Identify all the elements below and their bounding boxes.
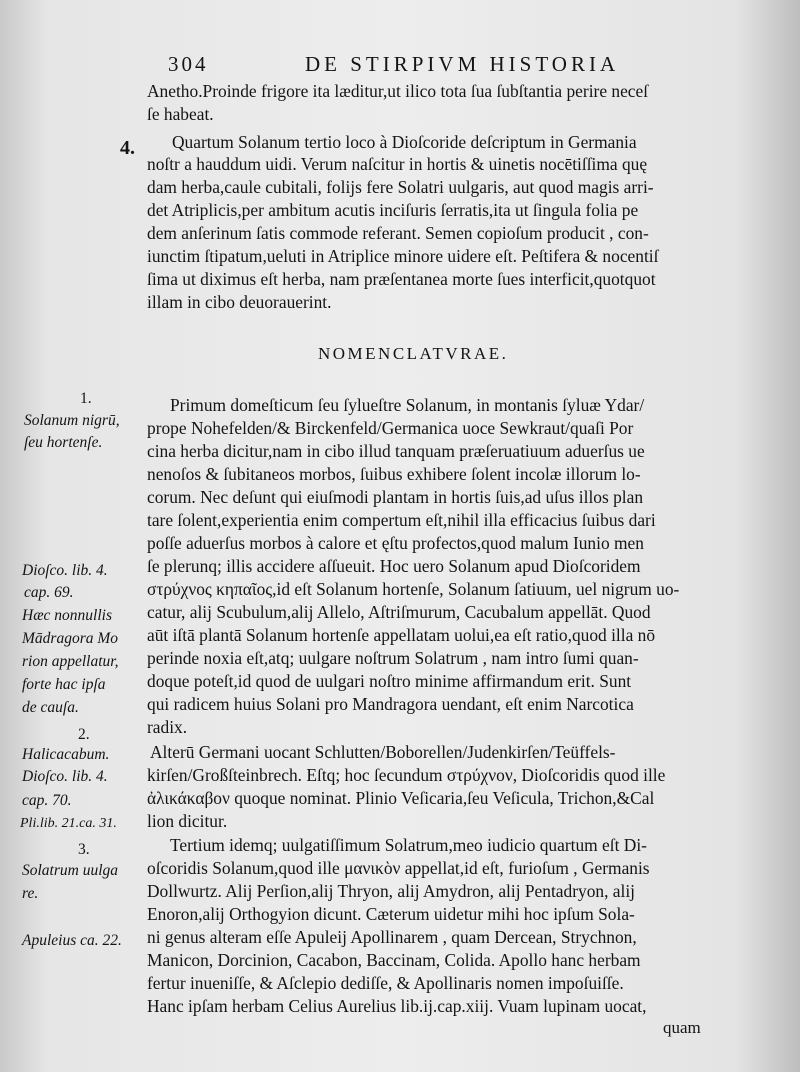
margin-note: forte hac ipſa — [22, 676, 106, 693]
margin-note-number: 2. — [78, 726, 90, 743]
text-line: ſe habeat. — [147, 104, 214, 124]
margin-note: cap. 70. — [22, 792, 72, 809]
text-line: cina herba dicitur,nam in cibo illud tanquam præſeruatiuum aduerſus ue — [147, 441, 645, 461]
text-line: ſe plerunq; illis accidere aſſueuit. Hoc uero Solanum apud Dioſcoridem — [147, 556, 641, 576]
text-line: qui radicem huius Solani pro Mandragora uendant, eſt enim Narcotica — [147, 694, 634, 714]
text-line: lion dicitur. — [147, 811, 228, 831]
margin-note: Halicacabum. — [22, 746, 110, 763]
text-line: στρύχνος κηπαῖος,id eſt Solanum hortenſe, Solanum ſatiuum, uel nigrum uo- — [147, 579, 680, 599]
running-title: DE STIRPIVM HISTORIA — [305, 52, 620, 76]
text-line: catur, alij Scubulum,alij Allelo, Aſtriſmurum, Cacubalum appellāt. Quod — [147, 602, 651, 622]
margin-note-number: 3. — [78, 841, 90, 858]
text-line: Dollwurtz. Alij Perſion,alij Thryon, alij Amydron, alij Pentadryon, alij — [147, 881, 636, 901]
margin-note: de cauſa. — [22, 699, 79, 716]
text-line: noſtr a hauddum uidi. Verum naſcitur in hortis & uinetis nocētiſſima quę — [147, 154, 648, 174]
catchword: quam — [663, 1018, 701, 1037]
margin-note: Solatrum uulga — [22, 862, 119, 879]
text-line: det Atriplicis,per ambitum acutis inciſuris ſerratis,ita ut ſingula folia pe — [147, 200, 639, 220]
page-number: 304 — [168, 52, 209, 76]
margin-note: Dioſco. lib. 4. — [22, 562, 108, 579]
text-line: Anetho.Proinde frigore ita læditur,ut ilico tota ſua ſubſtantia perire neceſ — [147, 81, 649, 101]
margin-note: cap. 69. — [24, 584, 74, 601]
text-line: Enoron,alij Orthogyion dicunt. Cæterum uidetur mihi hoc ipſum Sola- — [147, 904, 635, 924]
text-line: ſima ut diximus eſt herba, nam præſentanea morte ſues interficit,quotquot — [147, 269, 656, 289]
text-line: dem anſerinum ſatis commode referant. Semen copioſum producit , con- — [147, 223, 649, 243]
text-line: fertur inueniſſe, & Aſclepio dediſſe, & Apollinaris nomen impoſuiſſe. — [147, 973, 624, 993]
text-line: Manicon, Dorcinion, Cacabon, Baccinam, Colida. Apollo hanc herbam — [147, 950, 641, 970]
margin-note: Solanum nigrū, — [24, 412, 120, 429]
text-line: ni genus alteram eſſe Apuleij Apollinarem , quam Dercean, Strychnon, — [147, 927, 637, 947]
text-line: Alterū Germani uocant Schlutten/Boborellen/Judenkirſen/Teüffels- — [150, 742, 616, 762]
margin-note: re. — [22, 885, 39, 902]
section-title: NOMENCLATVRAE. — [318, 344, 509, 363]
margin-note: Hæc nonnullis — [22, 607, 112, 624]
margin-note: Mādragora Mo — [22, 630, 119, 647]
text-line: aūt iſtā plantā Solanum hortenſe appellatam uolui,ea eſt ratio,quod illa nō — [147, 625, 656, 645]
margin-note: Apuleius ca. 22. — [22, 932, 122, 949]
text-line: Quartum Solanum tertio loco à Dioſcoride deſcriptum in Germania — [172, 132, 637, 152]
text-line: kirſen/Großſteinbrech. Eſtq; hoc ſecundum στρύχνον, Dioſcoridis quod ille — [147, 765, 666, 785]
text-line: illam in cibo deuorauerint. — [147, 292, 332, 312]
paragraph-marker: 4. — [120, 137, 135, 159]
text-line: dam herba,caule cubitali, folijs fere Solatri uulgaris, aut quod magis arri- — [147, 177, 654, 197]
margin-note: Dioſco. lib. 4. — [22, 768, 108, 785]
text-line: ἀλικάκαβον quoque nominat. Plinio Veſicaria,ſeu Veſicula, Trichon,&Cal — [147, 788, 655, 808]
margin-note-number: 1. — [80, 390, 92, 407]
text-line: radix. — [147, 717, 188, 737]
text-line: prope Nohefelden/& Birckenfeld/Germanica uoce Sewkraut/quaſi Por — [147, 418, 634, 438]
text-line: iunctim ſtipatum,ueluti in Atriplice minore uidere eſt. Peſtifera & nocentiſ — [147, 246, 659, 266]
margin-note: Pli.lib. 21.ca. 31. — [20, 816, 117, 831]
text-line: Hanc ipſam herbam Celius Aurelius lib.ij.cap.xiij. Vuam lupinam uocat, — [147, 996, 647, 1016]
text-line: doque poteſt,id quod de uulgari noſtro minime affirmandum erit. Sunt — [147, 671, 632, 691]
text-line: oſcoridis Solanum,quod ille μανικὸν appellat,id eſt, furioſum , Germanis — [147, 858, 650, 878]
text-line: Primum domeſticum ſeu ſylueſtre Solanum, in montanis ſyluæ Ydar/ — [170, 395, 645, 415]
text-line: poſſe aduerſus morbos à calore et ęſtu profectos,quod malum Iunio men — [147, 533, 644, 553]
margin-note: rion appellatur, — [22, 653, 119, 670]
text-line: Tertium idemq; uulgatiſſimum Solatrum,meo iudicio quartum eſt Di- — [170, 835, 647, 855]
text-line: perinde noxia eſt,atq; uulgare noſtrum Solatrum , nam intro ſumi quan- — [147, 648, 639, 668]
margin-note: ſeu hortenſe. — [24, 434, 103, 451]
text-line: corum. Nec deſunt qui eiuſmodi plantam in hortis ſuis,ad uſus illos plan — [147, 487, 644, 507]
text-line: nenoſos & ſubitaneos morbos, ſuibus exhibere ſolent incolæ illorum lo- — [147, 464, 641, 484]
text-line: tare ſolent,experientia enim compertum eſt,nihil illa efficacius ſuibus dari — [147, 510, 656, 530]
